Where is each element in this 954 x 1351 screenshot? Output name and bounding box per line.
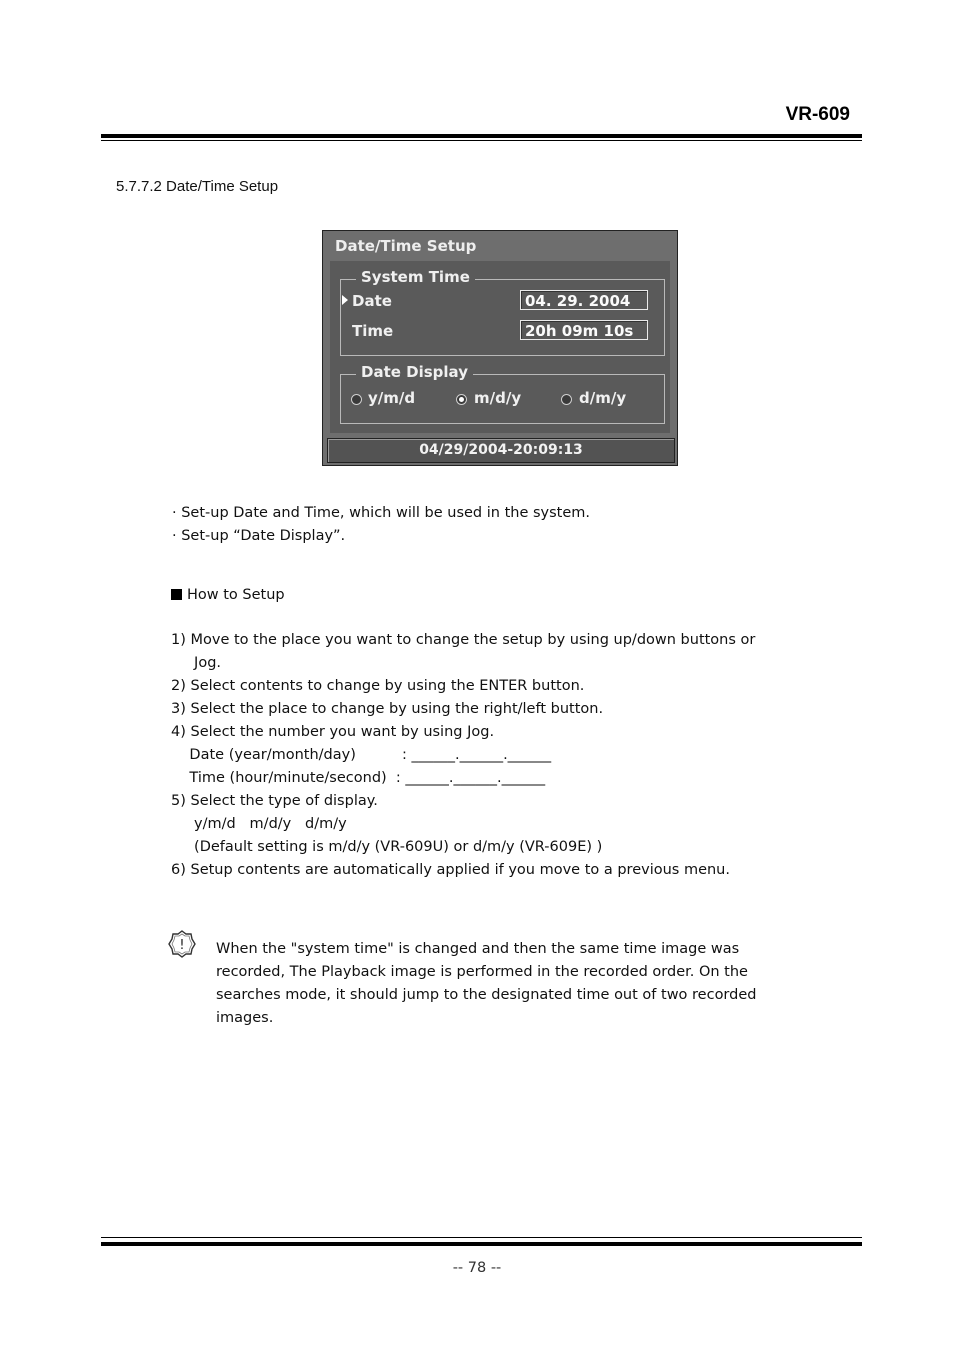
- step-line: (Default setting is m/d/y (VR-609U) or d/m/y (VR-609E) ): [171, 839, 603, 855]
- bullet-2: · Set-up “Date Display”.: [172, 528, 346, 544]
- header-rule-thin: [101, 140, 862, 141]
- note-line: When the "system time" is changed and then the same time image was: [216, 941, 740, 957]
- note-line: searches mode, it should jump to the designated time out of two recorded: [216, 987, 757, 1003]
- selection-arrow-icon: [342, 295, 348, 305]
- osd-title: Date/Time Setup: [335, 237, 477, 255]
- step-line: 4) Select the number you want by using Jog.: [171, 724, 495, 740]
- model-name: VR-609: [785, 104, 850, 125]
- date-display-group: [340, 363, 665, 424]
- radio-mdy-label: m/d/y: [474, 389, 522, 407]
- step-line: 3) Select the place to change by using the right/left button.: [171, 701, 604, 717]
- square-bullet-icon: [171, 589, 182, 600]
- date-time-setup-screenshot: [322, 230, 678, 466]
- radio-mdy[interactable]: [456, 394, 467, 405]
- radio-ymd-label: y/m/d: [368, 389, 416, 407]
- date-field[interactable]: 04. 29. 2004: [520, 290, 648, 310]
- how-to-heading: [171, 587, 285, 603]
- page-number: -- 78 --: [452, 1260, 502, 1276]
- bullet-1: · Set-up Date and Time, which will be used in the system.: [172, 505, 591, 521]
- step-line: 6) Setup contents are automatically applied if you move to a previous menu.: [171, 862, 730, 878]
- time-label: Time: [352, 322, 394, 340]
- header-rule-thick: [101, 134, 862, 138]
- radio-dmy[interactable]: [561, 394, 572, 405]
- time-field[interactable]: 20h 09m 10s: [520, 320, 648, 340]
- step-line: 1) Move to the place you want to change the setup by using up/down buttons or: [171, 632, 756, 648]
- svg-text:!: !: [179, 938, 185, 953]
- step-line: y/m/d m/d/y d/m/y: [171, 816, 347, 832]
- note-line: images.: [216, 1010, 274, 1026]
- date-display-legend: Date Display: [356, 363, 473, 381]
- step-line: 5) Select the type of display.: [171, 793, 378, 809]
- date-label: Date: [352, 292, 392, 310]
- step-line: Time (hour/minute/second) : ______.______.______: [171, 770, 546, 786]
- step-line: Date (year/month/day) : ______.______.______: [171, 747, 552, 763]
- radio-dmy-label: d/m/y: [579, 389, 627, 407]
- step-line: Jog.: [171, 655, 222, 671]
- osd-panel: [330, 261, 670, 433]
- section-title: 5.7.7.2 Date/Time Setup: [116, 178, 279, 195]
- radio-ymd[interactable]: [351, 394, 362, 405]
- system-time-legend: System Time: [356, 268, 475, 286]
- footer-rule-thick: [101, 1242, 862, 1246]
- osd-status-bar: 04/29/2004-20:09:13: [327, 438, 675, 463]
- footer-rule-thin: [101, 1237, 862, 1238]
- note-line: recorded, The Playback image is performed in the recorded order. On the: [216, 964, 748, 980]
- how-to-heading-text: How to Setup: [187, 587, 285, 603]
- system-time-group: [340, 268, 665, 356]
- step-line: 2) Select contents to change by using the ENTER button.: [171, 678, 585, 694]
- caution-icon: [168, 930, 196, 958]
